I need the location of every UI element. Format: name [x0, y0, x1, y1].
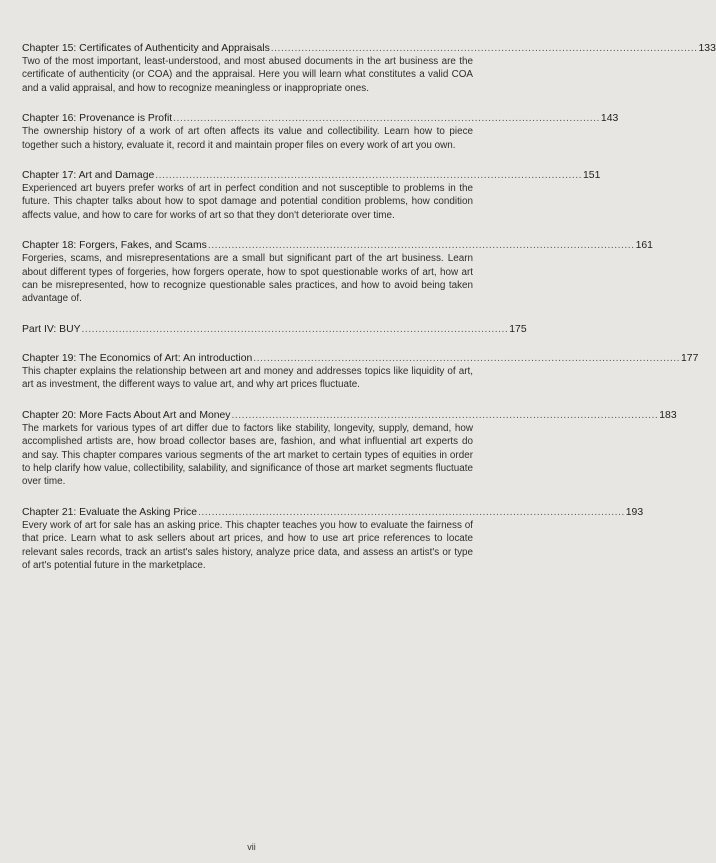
chapter-description: The markets for various types of art differ due to factors like stability, longevity, supply, demand, how accomplished artists are, how broad collector bases are, fashion, and what influential art experts do and say. This chapter compares various segments of the art market to certain types of equities in order to help clarify how value, collectibility, salability, and significance of those art market segments fluctuate over time.: [22, 422, 473, 488]
chapter-description: Every work of art for sale has an asking price. This chapter teaches you how to evaluate the fairness of that price. Learn what to ask sellers about art prices, and how to use art price references to locate relevant sales records, track an artist's sales history, analyze price data, and assess an artist's or type of art's potential future in the marketplace.: [22, 519, 473, 571]
chapter-description: This chapter explains the relationship between art and money and addresses topics like liquidity of art, art as investment, the different ways to value art, and why art prices fluctuate.: [22, 365, 473, 391]
page-number: 133: [698, 43, 716, 54]
chapter-description: The ownership history of a work of art often affects its value and collectibility. Learn how to piece together such a history, evaluate it, record it and maintain proper files on every work of art you own.: [22, 126, 473, 151]
page-number: 183: [659, 409, 677, 421]
chapter-title: Chapter 21: Evaluate the Asking Price: [22, 506, 198, 518]
dot-leader: ..............................................................................................................................: [270, 43, 698, 54]
chapter-title: Chapter 16: Provenance is Profit: [22, 113, 173, 125]
chapter-description: Forgeries, scams, and misrepresentations are a small but significant part of the art business. Learn about different types of forgeries, how forgers operate, how to spot questionable works of art, how art can be misrepresented, how to recognize questionable sales practices, and how to avoid being taken advantage of.: [22, 253, 473, 305]
chapter-description: Two of the most important, least-understood, and most abused documents in the art business are the certificate of authenticity (or COA) and the appraisal. Here you will learn what constitutes a valid COA and a valid appraisal, and how to recognize meaningless or inappropriate ones.: [22, 56, 473, 94]
toc-entry-chapter-18: [22, 239, 653, 306]
toc-title-line: [22, 506, 644, 519]
part-title: Part IV: BUY: [22, 323, 81, 335]
chapter-title: Chapter 19: The Economics of Art: An introduction: [22, 352, 253, 364]
folio-page-number: vii: [247, 842, 256, 852]
chapter-title: Chapter 15: Certificates of Authenticity and Appraisals: [22, 43, 270, 54]
toc-title-line: [22, 112, 619, 125]
toc-entry-chapter-17: [22, 169, 601, 222]
toc-title-line: [22, 239, 653, 252]
chapter-title: Chapter 17: Art and Damage: [22, 170, 155, 182]
toc-entry-chapter-20: [22, 409, 677, 489]
page-number: 193: [625, 506, 644, 518]
chapter-title: Chapter 20: More Facts About Art and Money: [22, 409, 231, 421]
dot-leader: ..............................................................................................................................: [155, 170, 583, 182]
toc-title-line: [22, 42, 716, 55]
dot-leader: ..............................................................................................................................: [198, 506, 625, 518]
toc-title-line: [22, 352, 699, 365]
dot-leader: ..............................................................................................................................: [253, 352, 681, 364]
chapter-description: Experienced art buyers prefer works of art in perfect condition and not susceptible to problems in the future. This chapter talks about how to spot damage and potential condition problems, how condition affects value, and how to care for works of art so that they don't deteriorate over time.: [22, 183, 473, 221]
toc-entry-part-4: [22, 323, 527, 336]
toc-entry-chapter-21: [22, 506, 644, 573]
dot-leader: ..............................................................................................................................: [207, 240, 635, 252]
toc-title-line: [22, 409, 677, 422]
toc-entry-chapter-15: [22, 42, 716, 95]
page-number: 161: [635, 240, 653, 252]
page-number: 151: [583, 170, 601, 182]
dot-leader: ..............................................................................................................................: [231, 409, 659, 421]
page-number: 175: [509, 323, 527, 335]
dot-leader: ..............................................................................................................................: [173, 113, 600, 125]
toc-entry-chapter-19: [22, 352, 699, 392]
chapter-title: Chapter 18: Forgers, Fakes, and Scams: [22, 240, 207, 252]
toc-title-line: [22, 169, 601, 182]
page-number: 143: [600, 113, 619, 125]
page-number: 177: [681, 352, 699, 364]
toc-entry-chapter-16: [22, 112, 619, 152]
toc-title-line: [22, 323, 527, 336]
dot-leader: ..............................................................................................................................: [81, 323, 509, 335]
